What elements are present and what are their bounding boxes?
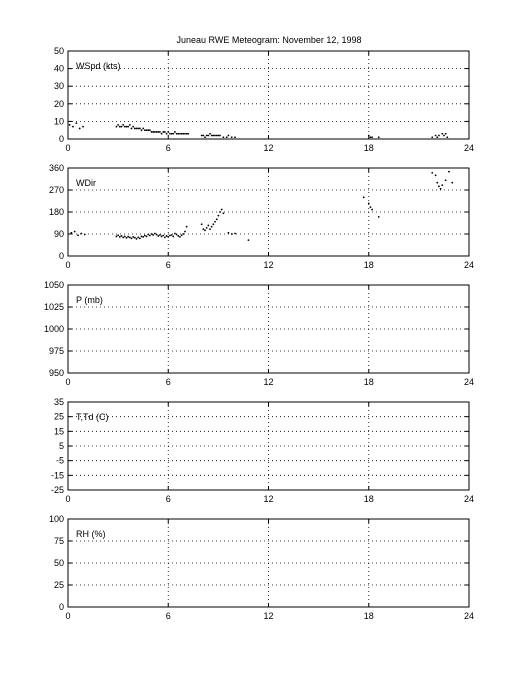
wspd-data-point	[378, 136, 380, 138]
wspd-series-label: WSpd (kts)	[76, 61, 121, 71]
wdir-data-point	[124, 236, 126, 238]
wdir-data-point	[448, 171, 450, 173]
wdir-data-point	[248, 239, 250, 241]
wspd-data-point	[443, 135, 445, 137]
wdir-data-point	[204, 229, 206, 231]
wdir-data-point	[137, 237, 139, 239]
wspd-data-point	[234, 136, 236, 138]
wdir-data-point	[451, 182, 453, 184]
wspd-data-point	[132, 126, 134, 128]
wdir-data-point	[222, 212, 224, 214]
wspd-data-point	[121, 126, 123, 128]
wspd-data-point	[228, 135, 230, 137]
wspd-data-point	[156, 131, 158, 133]
wdir-data-point	[211, 226, 213, 228]
wspd-data-point	[176, 133, 178, 135]
wspd-data-point	[368, 135, 370, 137]
wdir-data-point	[122, 237, 124, 239]
wspd-data-point	[204, 136, 206, 138]
wdir-data-point	[159, 234, 161, 236]
wspd-data-point	[157, 131, 159, 133]
wspd-data-point	[134, 128, 136, 130]
wspd-data-point	[117, 124, 119, 126]
wspd-data-point	[169, 133, 171, 135]
rh-y-tick-label: 50	[53, 558, 64, 568]
panel-wspd	[54, 46, 474, 153]
wdir-data-point	[234, 233, 236, 235]
rh-y-tick-label: 25	[53, 580, 64, 590]
wdir-data-point	[172, 236, 174, 238]
wdir-data-point	[154, 233, 156, 235]
wdir-y-tick-label: 90	[53, 229, 64, 239]
pressure-x-tick-label: 12	[263, 377, 274, 387]
temp-dewpoint-x-tick-label: 24	[463, 494, 475, 504]
wspd-data-point	[441, 133, 443, 135]
wdir-data-point	[84, 234, 86, 236]
wspd-data-point	[219, 135, 221, 137]
wdir-data-point	[440, 188, 442, 190]
wdir-data-point	[119, 236, 121, 238]
wdir-data-point	[228, 232, 230, 234]
rh-x-tick-label: 12	[263, 611, 274, 621]
wdir-y-tick-label: 270	[48, 185, 64, 195]
wdir-data-point	[435, 174, 437, 176]
wspd-data-point	[435, 135, 437, 137]
wspd-data-point	[116, 126, 118, 128]
wspd-y-tick-label: 0	[58, 134, 64, 144]
wspd-data-point	[82, 126, 84, 128]
wspd-data-point	[139, 128, 141, 130]
wdir-data-point	[363, 196, 365, 198]
wdir-data-point	[431, 172, 433, 174]
wdir-y-tick-label: 360	[48, 163, 64, 173]
wspd-data-point	[146, 129, 148, 131]
pressure-y-tick-label: 1025	[43, 302, 64, 312]
wdir-x-tick-label: 12	[263, 260, 274, 270]
wdir-data-point	[149, 235, 151, 237]
rh-x-tick-label: 6	[165, 611, 171, 621]
wdir-data-point	[166, 235, 168, 237]
wdir-data-point	[221, 209, 223, 211]
wspd-x-tick-label: 0	[65, 143, 71, 153]
wdir-data-point	[152, 234, 154, 236]
wdir-data-point	[169, 235, 171, 237]
wdir-data-point	[139, 238, 141, 240]
wspd-data-point	[142, 128, 144, 130]
wspd-data-point	[171, 133, 173, 135]
wspd-data-point	[370, 136, 372, 138]
wspd-data-point	[136, 128, 138, 130]
wspd-data-point	[206, 135, 208, 137]
wspd-data-point	[159, 131, 161, 133]
wspd-data-point	[149, 129, 151, 131]
wspd-data-point	[181, 133, 183, 135]
figure-title: Juneau RWE Meteogram: November 12, 1998	[176, 35, 362, 45]
wdir-data-point	[70, 232, 72, 234]
wspd-x-tick-label: 18	[363, 143, 374, 153]
wspd-data-point	[75, 122, 77, 124]
wdir-data-point	[136, 238, 138, 240]
wspd-data-point	[209, 133, 211, 135]
temp-dewpoint-y-tick-label: 25	[53, 411, 64, 422]
pressure-x-tick-label: 6	[165, 377, 171, 387]
wspd-data-point	[177, 133, 179, 135]
wdir-data-point	[141, 236, 143, 238]
wdir-x-tick-label: 6	[165, 260, 171, 270]
wdir-data-point	[156, 234, 158, 236]
wdir-data-point	[147, 234, 149, 236]
temp-dewpoint-series-label: T,Td (C)	[76, 412, 109, 422]
wspd-data-point	[144, 129, 146, 131]
pressure-x-tick-label: 18	[363, 377, 374, 387]
wspd-data-point	[187, 133, 189, 135]
wdir-data-point	[179, 236, 181, 238]
wspd-data-point	[162, 131, 164, 133]
wdir-data-point	[132, 236, 134, 238]
temp-dewpoint-y-tick-label: 15	[53, 426, 64, 437]
wspd-data-point	[72, 126, 74, 128]
wdir-data-point	[217, 215, 219, 217]
wspd-data-point	[79, 128, 81, 130]
wspd-data-point	[226, 136, 228, 138]
wdir-data-point	[171, 234, 173, 236]
wdir-data-point	[214, 221, 216, 223]
wdir-data-point	[151, 233, 153, 235]
pressure-y-tick-label: 975	[48, 346, 64, 356]
wdir-data-point	[212, 223, 214, 225]
rh-series-label: RH (%)	[76, 529, 106, 539]
wdir-data-point	[142, 236, 144, 238]
wdir-data-point	[174, 233, 176, 235]
wspd-data-point	[119, 126, 121, 128]
wspd-x-tick-label: 12	[263, 143, 274, 153]
wspd-data-point	[436, 136, 438, 138]
temp-dewpoint-y-tick-label: 5	[58, 441, 64, 451]
wspd-data-point	[174, 131, 176, 133]
wdir-data-point	[207, 225, 209, 227]
pressure-x-tick-label: 0	[65, 377, 71, 387]
wspd-y-tick-label: 10	[53, 116, 64, 127]
wdir-data-point	[116, 236, 118, 238]
wdir-data-point	[186, 226, 188, 228]
wdir-data-point	[121, 235, 123, 237]
wspd-data-point	[124, 126, 126, 128]
wdir-data-point	[146, 236, 148, 238]
wspd-data-point	[141, 129, 143, 131]
temp-dewpoint-x-tick-label: 12	[263, 494, 274, 504]
wdir-data-point	[134, 237, 136, 239]
temp-dewpoint-y-tick-label: 35	[53, 397, 64, 407]
wspd-data-point	[231, 136, 233, 138]
wspd-data-point	[182, 133, 184, 135]
temp-dewpoint-x-tick-label: 0	[65, 494, 71, 504]
wdir-data-point	[209, 228, 211, 230]
wdir-data-point	[129, 237, 131, 239]
rh-x-tick-label: 0	[65, 611, 71, 621]
panel-wdir	[49, 163, 474, 270]
wspd-data-point	[202, 135, 204, 137]
temp-dewpoint-y-tick-label: -15	[50, 470, 64, 481]
rh-y-tick-label: 75	[53, 536, 64, 546]
wspd-data-point	[147, 129, 149, 131]
wspd-data-point	[129, 124, 131, 126]
wspd-y-tick-label: 50	[53, 46, 64, 56]
wdir-data-point	[182, 233, 184, 235]
wdir-data-point	[177, 235, 179, 237]
wspd-data-point	[371, 136, 373, 138]
pressure-y-tick-label: 950	[48, 368, 64, 378]
wdir-data-point	[181, 234, 183, 236]
wspd-data-point	[214, 135, 216, 137]
pressure-x-tick-label: 24	[463, 377, 475, 387]
wdir-data-point	[438, 185, 440, 187]
panel-temp-dewpoint	[51, 397, 474, 504]
wdir-data-point	[77, 234, 79, 236]
wspd-y-tick-label: 20	[53, 98, 64, 109]
wdir-x-tick-label: 0	[65, 260, 71, 270]
wspd-data-point	[151, 131, 153, 133]
wspd-data-point	[69, 124, 71, 126]
wdir-x-tick-label: 24	[463, 260, 475, 270]
wspd-x-tick-label: 6	[165, 143, 171, 153]
temp-dewpoint-y-tick-label: -25	[50, 485, 64, 495]
wdir-y-tick-label: 0	[58, 251, 64, 261]
temp-dewpoint-x-tick-label: 6	[165, 494, 171, 504]
rh-y-tick-label: 100	[48, 514, 64, 524]
wspd-data-point	[154, 131, 156, 133]
wspd-data-point	[172, 133, 174, 135]
pressure-y-tick-label: 1050	[43, 280, 64, 290]
wdir-data-point	[144, 235, 146, 237]
rh-x-tick-label: 24	[463, 611, 475, 621]
wdir-data-point	[445, 179, 447, 181]
temp-dewpoint-y-tick-label: -5	[55, 455, 64, 466]
wdir-data-point	[161, 236, 163, 238]
wdir-data-point	[126, 237, 128, 239]
wdir-series-label: WDir	[76, 178, 96, 188]
chart-panels	[44, 46, 474, 621]
panel-rh	[49, 514, 474, 621]
wspd-data-point	[222, 136, 224, 138]
wspd-data-point	[216, 135, 218, 137]
wspd-data-point	[179, 133, 181, 135]
wspd-data-point	[127, 126, 129, 128]
wdir-data-point	[176, 234, 178, 236]
wspd-y-tick-label: 30	[53, 81, 64, 92]
wdir-data-point	[368, 203, 370, 205]
wdir-data-point	[201, 223, 203, 225]
wdir-data-point	[436, 182, 438, 184]
wspd-data-point	[161, 133, 163, 135]
wspd-data-point	[445, 133, 447, 135]
wdir-data-point	[202, 228, 204, 230]
pressure-y-tick-label: 1000	[43, 324, 64, 334]
wdir-y-tick-label: 180	[48, 207, 64, 217]
wspd-y-tick-label: 40	[53, 63, 64, 74]
wdir-data-point	[231, 233, 233, 235]
wspd-data-point	[186, 133, 188, 135]
wspd-data-point	[438, 135, 440, 137]
wspd-x-tick-label: 24	[463, 143, 475, 153]
wspd-data-point	[217, 135, 219, 137]
wdir-data-point	[184, 231, 186, 233]
wspd-data-point	[164, 131, 166, 133]
wspd-data-point	[201, 135, 203, 137]
wspd-data-point	[131, 128, 133, 130]
wdir-data-point	[378, 216, 380, 218]
wspd-data-point	[207, 135, 209, 137]
wspd-data-point	[152, 131, 154, 133]
wdir-data-point	[157, 235, 159, 237]
wdir-data-point	[167, 236, 169, 238]
wspd-data-point	[446, 136, 448, 138]
wspd-data-point	[211, 135, 213, 137]
wspd-data-point	[212, 135, 214, 137]
wspd-data-point	[122, 124, 124, 126]
wdir-data-point	[164, 237, 166, 239]
wspd-data-point	[137, 128, 139, 130]
wdir-data-point	[219, 211, 221, 213]
wspd-data-point	[167, 131, 169, 133]
wdir-data-point	[216, 218, 218, 220]
wdir-data-point	[371, 209, 373, 211]
wspd-data-point	[431, 136, 433, 138]
wdir-data-point	[80, 233, 82, 235]
wdir-data-point	[74, 231, 76, 233]
wdir-data-point	[117, 234, 119, 236]
wspd-data-point	[166, 133, 168, 135]
wdir-data-point	[441, 184, 443, 186]
pressure-series-label: P (mb)	[76, 295, 103, 305]
panel-pressure	[44, 280, 474, 387]
wspd-data-point	[126, 126, 128, 128]
wdir-x-tick-label: 18	[363, 260, 374, 270]
rh-x-tick-label: 18	[363, 611, 374, 621]
wdir-data-point	[370, 206, 372, 208]
rh-y-tick-label: 0	[58, 602, 64, 612]
temp-dewpoint-x-tick-label: 18	[363, 494, 374, 504]
wdir-data-point	[127, 236, 129, 238]
wspd-data-point	[184, 133, 186, 135]
wdir-data-point	[206, 227, 208, 229]
wdir-data-point	[131, 238, 133, 240]
wdir-data-point	[162, 235, 164, 237]
